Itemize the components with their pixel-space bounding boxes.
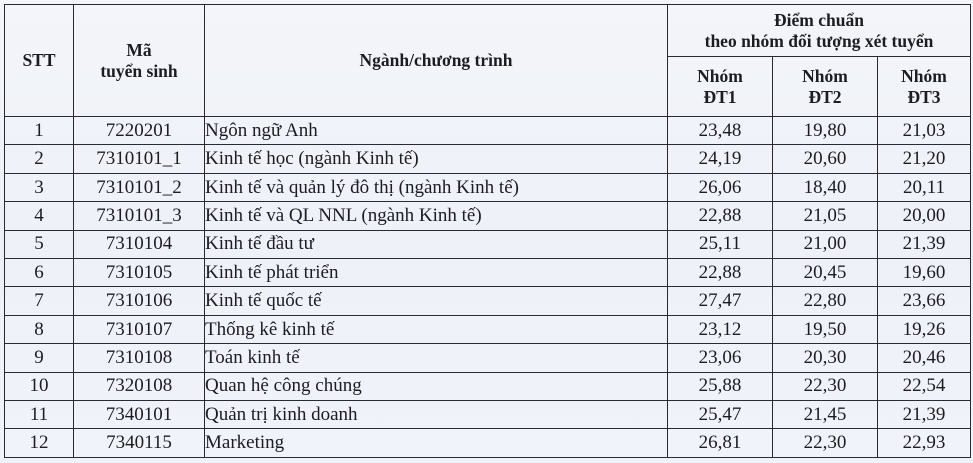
cell-stt: 10	[5, 372, 74, 400]
cell-dt3: 21,20	[878, 145, 971, 173]
cell-dt3: 22,54	[878, 372, 971, 400]
cell-program: Kinh tế đầu tư	[205, 230, 668, 258]
header-benchmark-scores: Điểm chuẩn theo nhóm đối tượng xét tuyển	[668, 5, 971, 57]
cell-code: 7310107	[74, 315, 205, 343]
cell-dt1: 25,11	[668, 230, 773, 258]
cell-code: 7310101_2	[74, 173, 205, 201]
table-row	[5, 315, 971, 343]
cell-code: 7340115	[74, 429, 205, 457]
cell-dt3: 20,46	[878, 344, 971, 372]
cell-dt1: 23,12	[668, 315, 773, 343]
cell-dt2: 22,80	[773, 287, 878, 315]
cell-program: Toán kinh tế	[205, 344, 668, 372]
cell-stt: 7	[5, 287, 74, 315]
table-header	[5, 5, 971, 117]
cell-dt3: 19,26	[878, 315, 971, 343]
cell-program: Kinh tế quốc tế	[205, 287, 668, 315]
cell-code: 7320108	[74, 372, 205, 400]
cell-program: Kinh tế và quản lý đô thị (ngành Kinh tế)	[205, 173, 668, 201]
cell-dt3: 21,03	[878, 117, 971, 145]
cell-program: Quan hệ công chúng	[205, 372, 668, 400]
cell-dt2: 21,00	[773, 230, 878, 258]
cell-program: Ngôn ngữ Anh	[205, 117, 668, 145]
cell-dt1: 26,06	[668, 173, 773, 201]
cell-dt3: 22,93	[878, 429, 971, 457]
cell-stt: 6	[5, 258, 74, 286]
table-row	[5, 344, 971, 372]
cell-dt2: 21,05	[773, 202, 878, 230]
table-row	[5, 372, 971, 400]
cell-dt1: 23,06	[668, 344, 773, 372]
cell-dt2: 19,50	[773, 315, 878, 343]
table-row	[5, 202, 971, 230]
cell-stt: 1	[5, 117, 74, 145]
cell-code: 7310101_1	[74, 145, 205, 173]
table-row	[5, 400, 971, 428]
cell-program: Marketing	[205, 429, 668, 457]
cell-program: Quản trị kinh doanh	[205, 400, 668, 428]
cell-dt1: 23,48	[668, 117, 773, 145]
table-row	[5, 258, 971, 286]
cell-code: 7310106	[74, 287, 205, 315]
cell-dt2: 18,40	[773, 173, 878, 201]
cell-dt2: 21,45	[773, 400, 878, 428]
cell-program: Kinh tế và QL NNL (ngành Kinh tế)	[205, 202, 668, 230]
table-row	[5, 287, 971, 315]
cell-code: 7220201	[74, 117, 205, 145]
cell-dt1: 22,88	[668, 202, 773, 230]
cell-program: Kinh tế học (ngành Kinh tế)	[205, 145, 668, 173]
header-stt: STT	[5, 5, 74, 117]
header-group-dt2: Nhóm ĐT2	[773, 57, 878, 117]
cell-dt1: 27,47	[668, 287, 773, 315]
cell-dt2: 20,30	[773, 344, 878, 372]
cell-dt2: 20,45	[773, 258, 878, 286]
cell-dt2: 19,80	[773, 117, 878, 145]
header-admission-code: Mã tuyển sinh	[74, 5, 205, 117]
cell-dt2: 20,60	[773, 145, 878, 173]
admission-scores-table	[4, 4, 971, 458]
cell-code: 7310101_3	[74, 202, 205, 230]
cell-stt: 9	[5, 344, 74, 372]
cell-dt3: 21,39	[878, 400, 971, 428]
cell-dt2: 22,30	[773, 372, 878, 400]
cell-stt: 11	[5, 400, 74, 428]
cell-program: Kinh tế phát triển	[205, 258, 668, 286]
cell-stt: 12	[5, 429, 74, 457]
table-row	[5, 429, 971, 457]
cell-dt1: 25,47	[668, 400, 773, 428]
cell-dt1: 24,19	[668, 145, 773, 173]
cell-dt3: 20,00	[878, 202, 971, 230]
cell-program: Thống kê kinh tế	[205, 315, 668, 343]
table-body	[5, 117, 971, 458]
header-group-dt3: Nhóm ĐT3	[878, 57, 971, 117]
cell-stt: 2	[5, 145, 74, 173]
table-row	[5, 230, 971, 258]
table-row	[5, 145, 971, 173]
header-group-dt1: Nhóm ĐT1	[668, 57, 773, 117]
cell-dt2: 22,30	[773, 429, 878, 457]
cell-stt: 3	[5, 173, 74, 201]
cell-code: 7310104	[74, 230, 205, 258]
cell-dt3: 20,11	[878, 173, 971, 201]
cell-stt: 4	[5, 202, 74, 230]
cell-stt: 8	[5, 315, 74, 343]
cell-dt3: 23,66	[878, 287, 971, 315]
table-row	[5, 173, 971, 201]
cell-dt1: 26,81	[668, 429, 773, 457]
cell-code: 7310105	[74, 258, 205, 286]
table-row	[5, 117, 971, 145]
cell-stt: 5	[5, 230, 74, 258]
cell-dt1: 25,88	[668, 372, 773, 400]
cell-dt1: 22,88	[668, 258, 773, 286]
cell-dt3: 21,39	[878, 230, 971, 258]
cell-code: 7340101	[74, 400, 205, 428]
cell-dt3: 19,60	[878, 258, 971, 286]
header-program: Ngành/chương trình	[205, 5, 668, 117]
cell-code: 7310108	[74, 344, 205, 372]
